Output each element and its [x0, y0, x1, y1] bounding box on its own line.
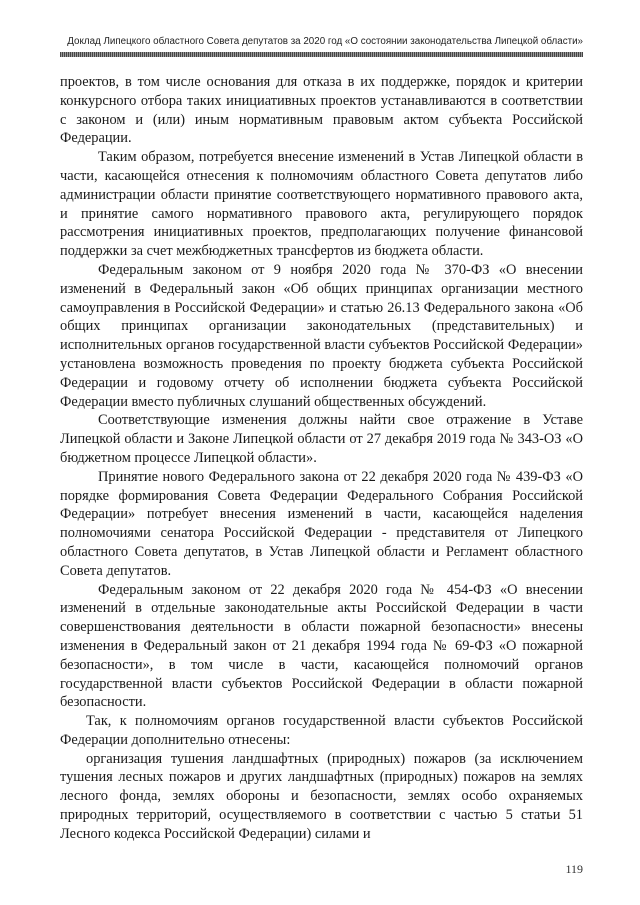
- document-body: [60, 73, 583, 844]
- paragraph-continuation: проектов, в том числе основания для отказа в их поддержке, порядок и критерии конкурсного отбора таких инициативных проектов устанавливаются в соответствии с законом и (или) иным нормативным правовым актом субъекта Российской Федерации.: [60, 74, 583, 147]
- paragraph: Федеральным законом от 9 ноября 2020 года № 370-ФЗ «О внесении изменений в Федеральный закон «Об общих принципах организации местного самоуправления в Российской Федерации» и статью 26.13 Федерального закона «Об общих принципах организации законодательных (представительных) и исполнительных органов государственной власти субъектов Российской Федерации» установлена возможность проведения по проекту бюджета субъекта Российской Федерации и годовому отчету об исполнении бюджета субъекта Российской Федерации вместо публичных слушаний общественных обсуждений.: [60, 261, 583, 410]
- paragraph: Так, к полномочиям органов государственной власти субъектов Российской Федерации дополнительно отнесены:: [60, 713, 583, 748]
- paragraph: Принятие нового Федерального закона от 22 декабря 2020 года № 439-ФЗ «О порядке формирования Совета Федерации Федерального Собрания Российской Федерации» потребует внесения изменений в части, касающейся наделения полномочиями сенатора Российской Федерации - представителя от Липецкого областного Совета депутатов, в Устав Липецкой области и Регламент областного Совета депутатов.: [60, 468, 583, 579]
- paragraph: Соответствующие изменения должны найти свое отражение в Уставе Липецкой области и Законе Липецкой области от 27 декабря 2019 года № 343-ОЗ «О бюджетном процессе Липецкой области».: [60, 412, 583, 466]
- paragraph: Таким образом, потребуется внесение изменений в Устав Липецкой области в части, касающейся отнесения к полномочиям областного Совета депутатов либо администрации области принятие соответствующего нормативного правового акта, и принятие самого нормативного правового акта, регулирующего порядок рассмотрения инициативных проектов, предполагающих получение финансовой поддержки за счет межбюджетных трансфертов из бюджета области.: [60, 149, 583, 260]
- paragraph: Федеральным законом от 22 декабря 2020 года № 454-ФЗ «О внесении изменений в отдельные законодательные акты Российской Федерации в части совершенствования деятельности в области пожарной безопасности» внесены изменения в Федеральный закон от 21 декабря 1994 года № 69-ФЗ «О пожарной безопасности», в том числе в части, касающейся полномочий органов государственной власти субъектов Российской Федерации в области пожарной безопасности.: [60, 581, 583, 711]
- paragraph: организация тушения ландшафтных (природных) пожаров (за исключением тушения лесных пожаров и других ландшафтных (природных) пожаров на землях лесного фонда, землях обороны и безопасности, землях особо охраняемых природных территорий, осуществляемого в соответствии с частью 5 статьи 51 Лесного кодекса Российской Федерации) силами и: [60, 750, 583, 842]
- running-header: Доклад Липецкого областного Совета депутатов за 2020 год «О состоянии законодательства Липецкой области»: [67, 36, 583, 47]
- page-number: 119: [565, 862, 583, 876]
- header-divider: [60, 52, 583, 57]
